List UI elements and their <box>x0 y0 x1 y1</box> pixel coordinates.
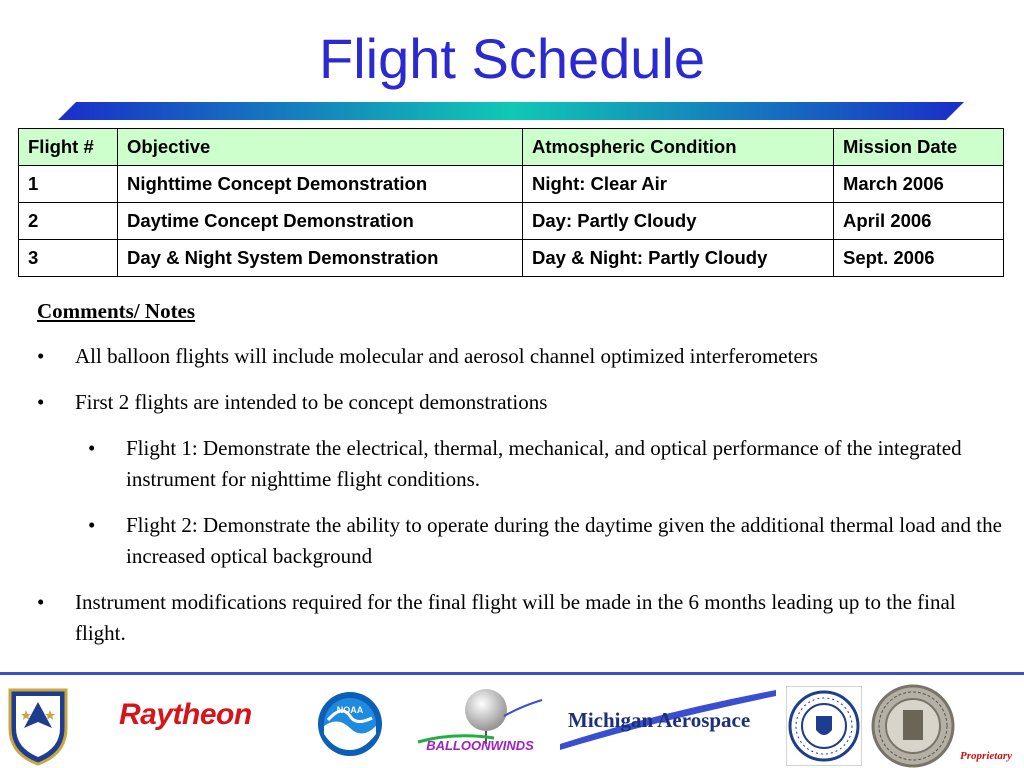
table-row <box>19 203 1004 240</box>
notes-bullet <box>37 387 1007 418</box>
cell-mission-date: March 2006 <box>834 166 1004 203</box>
cell-atmospheric-condition: Day: Partly Cloudy <box>523 203 834 240</box>
cell-objective: Day & Night System Demonstration <box>118 240 523 277</box>
cell-atmospheric-condition: Night: Clear Air <box>523 166 834 203</box>
bullet-marker: • <box>37 590 45 614</box>
notes-bullet <box>37 587 1007 649</box>
cell-atmospheric-condition: Day & Night: Partly Cloudy <box>523 240 834 277</box>
table-header-row <box>19 129 1004 166</box>
header-mission-date: Mission Date <box>834 129 1004 166</box>
bullet-text: All balloon flights will include molecular and aerosol channel optimized interferometers <box>75 344 818 368</box>
afrl-shield-logo <box>6 684 70 766</box>
cell-flight-number: 2 <box>19 203 118 240</box>
hawaii-seal-logo <box>870 684 956 768</box>
cell-flight-number: 3 <box>19 240 118 277</box>
notes-bullet <box>37 341 1007 372</box>
bullet-marker: • <box>37 344 45 368</box>
proprietary-label: Proprietary <box>960 750 1012 762</box>
partner-logos-bar <box>0 676 1024 768</box>
raytheon-logo: Raytheon <box>119 698 252 731</box>
cell-flight-number: 1 <box>19 166 118 203</box>
notes-heading: Comments/ Notes <box>37 299 196 323</box>
cell-objective: Nighttime Concept Demonstration <box>118 166 523 203</box>
bullet-marker: • <box>37 390 45 414</box>
footer-divider <box>0 672 1024 675</box>
cell-objective: Daytime Concept Demonstration <box>118 203 523 240</box>
cell-mission-date: Sept. 2006 <box>834 240 1004 277</box>
michigan-aerospace-text: Michigan Aerospace <box>568 708 751 732</box>
notes-section <box>37 296 1007 664</box>
balloonwinds-logo <box>414 686 546 762</box>
cell-mission-date: April 2006 <box>834 203 1004 240</box>
unh-seal-logo <box>786 686 862 766</box>
bullet-text: Flight 2: Demonstrate the ability to operate during the daytime given the additional thermal load and the increased optical background <box>126 513 1002 568</box>
noaa-logo <box>316 690 384 758</box>
notes-sub-bullet <box>88 510 1007 572</box>
bullet-marker: • <box>88 436 96 460</box>
bullet-marker: • <box>88 513 96 537</box>
header-flight-number: Flight # <box>19 129 118 166</box>
balloonwinds-text: BALLOONWINDS <box>426 738 534 753</box>
bullet-text: Instrument modifications required for the final flight will be made in the 6 months leading up to the final flight. <box>75 590 956 645</box>
flight-schedule-table <box>18 128 1004 277</box>
bullet-text: First 2 flights are intended to be concept demonstrations <box>75 390 548 414</box>
title-swoosh-divider <box>58 100 966 122</box>
table-row <box>19 240 1004 277</box>
notes-sub-bullet <box>88 433 1007 495</box>
table-row <box>19 166 1004 203</box>
bullet-text: Flight 1: Demonstrate the electrical, thermal, mechanical, and optical performance of the integrated instrument for nighttime flight conditions. <box>126 436 962 491</box>
noaa-text: NOAA <box>336 705 364 715</box>
header-atmospheric-condition: Atmospheric Condition <box>523 129 834 166</box>
page-title: Flight Schedule <box>318 27 705 90</box>
header-objective: Objective <box>118 129 523 166</box>
